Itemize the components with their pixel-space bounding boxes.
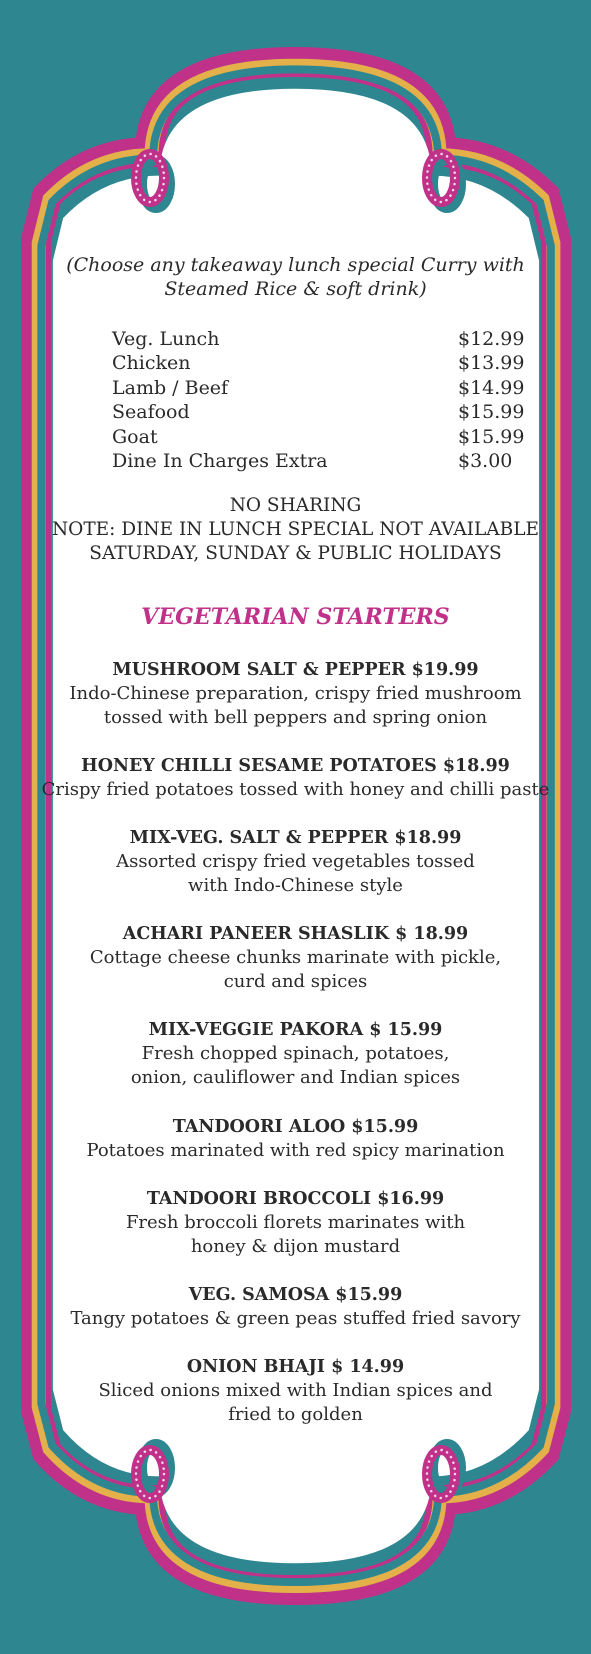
dish-item: [20, 826, 571, 898]
notice-line-3: SATURDAY, SUNDAY & PUBLIC HOLIDAYS: [89, 543, 502, 564]
price-row: [112, 327, 525, 351]
price-value: $3.00: [458, 449, 513, 472]
dish-description: onion, cauliflower and Indian spices: [130, 1067, 461, 1088]
dish-item: [20, 1187, 571, 1259]
dish-item: [20, 1115, 571, 1163]
dish-name: MIX-VEG. SALT & PEPPER $18.99: [129, 828, 462, 848]
dish-name: MUSHROOM SALT & PEPPER $19.99: [112, 660, 479, 680]
dish-item: [20, 1355, 571, 1427]
lunch-price-list: [112, 327, 525, 473]
dish-description: Tangy potatoes & green peas stuffed fried savory: [70, 1308, 521, 1329]
dish-description: Assorted crispy fried vegetables tossed: [116, 851, 475, 872]
intro-line-1: (Choose any takeaway lunch special Curry with: [66, 254, 525, 276]
dish-description: with Indo-Chinese style: [188, 875, 403, 896]
dish-name: TANDOORI ALOO $15.99: [172, 1117, 419, 1137]
dish-description: Fresh chopped spinach, potatoes,: [141, 1043, 450, 1064]
dish-description: Cottage cheese chunks marinate with pickle,: [89, 947, 502, 968]
dish-name: ONION BHAJI $ 14.99: [186, 1357, 405, 1377]
price-item-name: Veg. Lunch: [112, 328, 220, 350]
dish-name: ACHARI PANEER SHASLIK $ 18.99: [122, 924, 469, 944]
lunch-special-intro: [60, 253, 531, 301]
dish-description: Potatoes marinated with red spicy marination: [86, 1140, 505, 1161]
price-row: [112, 449, 520, 473]
price-item-name: Dine In Charges Extra: [112, 449, 328, 472]
price-value: $14.99: [458, 376, 525, 399]
dish-description: fried to golden: [228, 1404, 363, 1425]
dish-item: [20, 754, 571, 802]
dish-name: HONEY CHILLI SESAME POTATOES $18.99: [81, 756, 510, 776]
price-row: [112, 400, 525, 424]
dish-item: [20, 922, 571, 994]
price-value: $15.99: [458, 425, 525, 448]
intro-line-2: Steamed Rice & soft drink): [164, 278, 427, 300]
dish-description: Sliced onions mixed with Indian spices and: [98, 1380, 493, 1401]
lunch-notice: [30, 494, 561, 566]
dish-description: curd and spices: [223, 971, 368, 992]
price-row: [112, 425, 525, 449]
price-value: $13.99: [458, 352, 525, 375]
dish-item: [20, 1018, 571, 1090]
dish-description: tossed with bell peppers and spring onion: [103, 707, 488, 728]
dish-item: [20, 658, 571, 730]
dish-description: Indo-Chinese preparation, crispy fried mushroom: [69, 683, 522, 704]
notice-line-2: NOTE: DINE IN LUNCH SPECIAL NOT AVAILABLE: [51, 519, 540, 540]
dish-name: TANDOORI BROCCOLI $16.99: [146, 1189, 445, 1209]
price-item-name: Lamb / Beef: [112, 376, 229, 399]
dish-name: VEG. SAMOSA $15.99: [188, 1285, 403, 1305]
dish-description: Crispy fried potatoes tossed with honey and chilli paste: [41, 779, 550, 800]
dish-description: Fresh broccoli florets marinates with: [125, 1212, 466, 1233]
section-title: VEGETARIAN STARTERS: [141, 604, 450, 630]
price-row: [112, 351, 525, 375]
dish-description: honey & dijon mustard: [190, 1236, 401, 1257]
dish-item: [20, 1283, 571, 1331]
dish-name: MIX-VEGGIE PAKORA $ 15.99: [148, 1020, 443, 1040]
price-value: $15.99: [458, 401, 525, 424]
notice-line-1: NO SHARING: [229, 495, 362, 516]
price-item-name: Seafood: [112, 401, 190, 424]
price-item-name: Chicken: [112, 352, 191, 375]
price-row: [112, 376, 525, 400]
price-value: $12.99: [458, 328, 525, 350]
price-item-name: Goat: [112, 425, 158, 448]
